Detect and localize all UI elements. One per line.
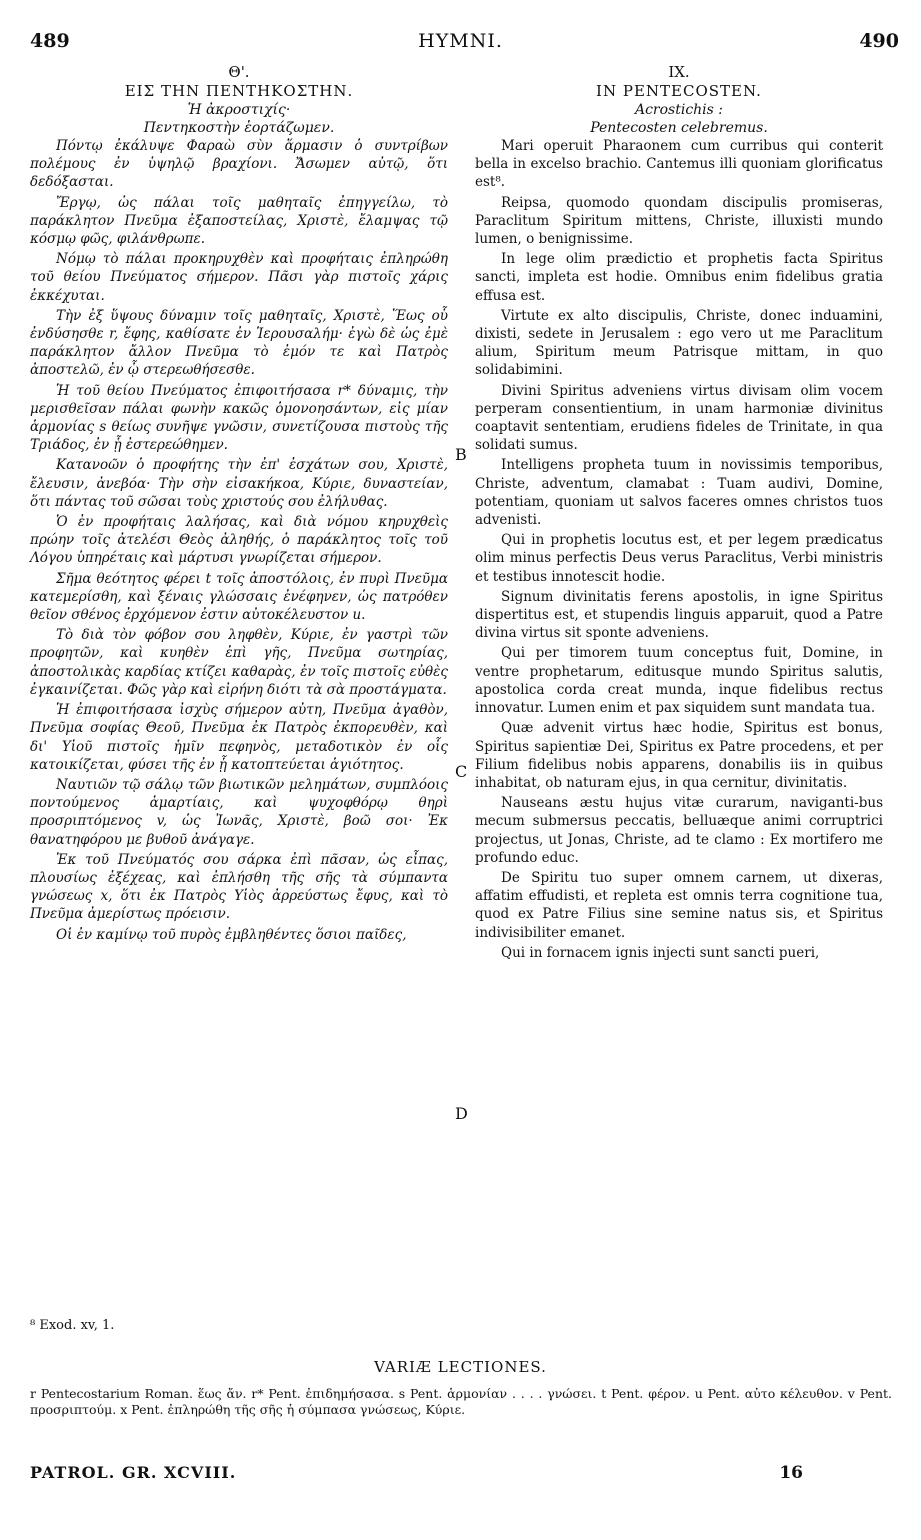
latin-paragraph: Signum divinitatis ferens apostolis, in igne Spiritus dispertitus est, et stupendis linguis apparuit, quod a Patre divina virtus sit sponte adveniens. [475, 588, 883, 642]
page-number-left: 489 [30, 30, 70, 52]
latin-paragraph: Qui per timorem tuum conceptus fuit, Domine, in ventre prophetarum, editusque mundo Spiritus salutis, apostolica corda creat munda, inque fidelibus rectus innovatur. Lumen enim et pax siquidem sunt mandata tua. [475, 645, 883, 717]
latin-paragraph: Mari operuit Pharaonem cum curribus qui conterit bella in excelso brachio. Cantemus illi quoniam glorificatus est⁸. [475, 138, 883, 191]
running-head: ΗΥΜΝΙ. [418, 30, 503, 52]
acrostic-label: Ἡ ἀκροστιχίς· [187, 102, 291, 118]
variae-text: r Pentecostarium Roman. ἕως ἄν. r* Pent. ἐπιδημήσασα. s Pent. ἁρμονίαν . . . . γνώσει. t Pent. φέρον. u Pent. αὐτο κέλευθον. v Pent. προσριπτούμ. x Pent. ἐπληρώθη τῆς σῆς ἡ σύμπασα γνώσεως, Κύριε. [30, 1386, 892, 1417]
greek-paragraph: Σῆμα θεότητος φέρει t τοῖς ἀποστόλοις, ἐν πυρὶ Πνεῦμα κατεμερίσθη, καὶ ξέναις γλώσσαις ἐνέφηνεν, ὡς πατρόθεν θεῖον σθένος ἐρχόμενον ἐστιν αὐτοκέλευστον u. [30, 570, 448, 624]
greek-paragraph: Πόντῳ ἐκάλυψε Φαραὼ σὺν ἅρμασιν ὁ συντρίβων πολέμους ἐν ὑψηλῷ βραχίονι. Ἄσωμεν αὐτῷ, ὅτι δεδόξασται. [30, 138, 448, 191]
variae-heading: VARIÆ LECTIONES. [374, 1358, 547, 1376]
latin-paragraph: Intelligens propheta tuum in novissimis temporibus, Christe, adventum, clamabat : Tuam audivi, Domine, potentiam, quoniam ut salvos faceres omnes christos tuos advenisti. [475, 457, 883, 529]
greek-paragraph: Ναυτιῶν τῷ σάλῳ τῶν βιωτικῶν μελημάτων, συμπλόοις ποντούμενος ἁμαρτίαις, καὶ ψυχοφθόρῳ θηρὶ προσριπτόμενος v, ὡς Ἰωνᾶς, Χριστὲ, βοῶ σοι· Ἐκ θανατηφόρου με βυθοῦ ἀνάγαγε. [30, 776, 448, 848]
greek-paragraph: Τὸ διὰ τὸν φόβον σου ληφθὲν, Κύριε, ἐν γαστρὶ τῶν προφητῶν, καὶ κυηθὲν ἐπὶ γῆς, Πνεῦμα σωτηρίας, ἀποστολικὰς καρδίας κτίζει καθαρὰς, ἐν τοῖς πιστοῖς εὐθὲς ἐγκαινίζεται. Φῶς γὰρ καὶ εἰρήνη διότι τὰ σὰ προστάγματα. [30, 627, 448, 698]
acrostic-text: Πεντηκοστὴν ἑορτάζωμεν. [143, 120, 335, 136]
footnote: ⁸ Exod. xv, 1. [30, 1318, 115, 1333]
greek-paragraph: Κατανοῶν ὁ προφήτης τὴν ἐπ' ἐσχάτων σου, Χριστὲ, ἔλευσιν, ἀνεβόα· Τὴν σὴν εἰσακήκοα, Κύριε, δυναστείαν, ὅτι πάντας τοῦ σῶσαι τοὺς χριστούς σου ἐλήλυθας. [30, 457, 448, 510]
greek-paragraph: Ἔργῳ, ὡς πάλαι τοῖς μαθηταῖς ἐπηγγείλω, τὸ παράκλητον Πνεῦμα ἐξαποστείλας, Χριστὲ, ἔλαμψας τῷ κόσμῳ φῶς, φιλάνθρωπε. [30, 194, 448, 248]
latin-paragraph: Virtute ex alto discipulis, Christe, donec induamini, dixisti, sedete in Jerusalem : ego vero ut me Paraclitum alium, Spiritum meum Patrisque mittam, in quo solidabimini. [475, 307, 883, 379]
acrostic-label: Acrostichis : [634, 102, 724, 118]
greek-column [30, 63, 448, 946]
footer-volume: PATROL. GR. XCVIII. [30, 1463, 237, 1482]
greek-paragraph: Ὁ ἐν προφήταις λαλήσας, καὶ διὰ νόμου κηρυχθεὶς πρώην τοῖς ἀτελέσι Θεὸς ἀληθής, ὁ παράκλητος τοῖς τοῦ Λόγου ὑπηρέταις καὶ μάρτυσι γνωρίζεται σήμερον. [30, 514, 448, 567]
greek-paragraph: Τὴν ἐξ ὕψους δύναμιν τοῖς μαθηταῖς, Χριστὲ, Ἕως οὗ ἐνδύσησθε r, ἔφης, καθίσατε ἐν Ἱερουσαλήμ· ἐγὼ δὲ ὡς ἐμὲ παράκλητον ἄλλον Πνεῦμα τὸ ἐμόν τε καὶ Πατρὸς ἀποστελῶ, ἐν ᾧ στερεωθήσεσθε. [30, 307, 448, 379]
latin-paragraph: De Spiritu tuo super omnem carnem, ut dixeras, affatim effudisti, et repleta est omnis terra cognitione tua, quod ex Patre Filius sine semine natus sis, et Spiritus indivisibiliter emanet. [475, 869, 883, 941]
page-number-right: 490 [859, 30, 899, 52]
margin-letter-b: B [455, 445, 467, 464]
latin-paragraph: Nauseans æstu hujus vitæ curarum, naviganti-bus mecum submersus peccatis, belluæque animi corruptrici projectus, ut Jonas, Christe, ad te clamo : Ex mortifero me profundo educ. [475, 795, 883, 866]
margin-letter-c: C [455, 762, 468, 781]
section-title: ΕΙΣ ΤΗΝ ΠΕΝΤΗΚΟΣΤΗΝ. [124, 82, 354, 100]
latin-paragraph: Divini Spiritus adveniens virtus divisam olim vocem perperam consentientium, in unam harmoniæ divinitus coaptavit sententiam, erudiens fideles de Trinitate, in qua solidati sumus. [475, 382, 883, 454]
acrostic-text: Pentecosten celebremus. [590, 120, 768, 136]
footer-signature: 16 [779, 1463, 803, 1483]
greek-paragraph: Οἱ ἐν καμίνῳ τοῦ πυρὸς ἐμβληθέντες ὅσιοι παῖδες, [56, 926, 407, 943]
greek-paragraph: Ἡ ἐπιφοιτήσασα ἰσχὺς σήμερον αὐτη, Πνεῦμα ἀγαθὸν, Πνεῦμα σοφίας Θεοῦ, Πνεῦμα ἐκ Πατρὸς ἐκπορευθὲν, καὶ δι' Υἱοῦ πιστοῖς ἡμῖν πεφηνὸς, μεταδοτικὸν ἐν οἷς κατοικίζεται, φύσει τῆς ἐν ᾗ κατοπτεύεται ἁγιότητος. [30, 702, 448, 773]
greek-paragraph: Ἡ τοῦ θείου Πνεύματος ἐπιφοιτήσασα r* δύναμις, τὴν μερισθεῖσαν πάλαι φωνὴν κακῶς ὁμονοησάντων, εἰς μίαν ἁρμονίας s θείως συνῆψε γνῶσιν, συνετίζουσα πιστοὺς τῆς Τριάδος, ἐν ᾗ ἐστερεώθημεν. [30, 382, 448, 454]
latin-paragraph: Quæ advenit virtus hæc hodie, Spiritus est bonus, Spiritus sapientiæ Dei, Spiritus ex Patre procedens, et per Filium fidelibus nobis apparens, donabilis iis in quibus inhabitat, ob naturam ejus, in qua cernitur, divinitatis. [475, 720, 883, 791]
latin-column [475, 63, 883, 964]
greek-paragraph: Νόμῳ τὸ πάλαι προκηρυχθὲν καὶ προφήταις ἐπληρώθη τοῦ θείου Πνεύματος σήμερον. Πᾶσι γὰρ πιστοῖς χάρις ἐκκέχυται. [30, 251, 448, 304]
greek-paragraph: Ἐκ τοῦ Πνεύματός σου σάρκα ἐπὶ πᾶσαν, ὡς εἶπας, πλουσίως ἐξέχεας, καὶ ἐπλήσθη τῆς σῆς τὰ σύμπαντα γνώσεως x, ὅτι ἐκ Πατρὸς Υἱὸς ἀρρεύστως ἔφυς, καὶ τὸ Πνεῦμα ἀμερίστως πρόεισιν. [30, 851, 448, 923]
latin-paragraph: Reipsa, quomodo quondam discipulis promiseras, Paraclitum Spiritum mittens, Christe, illuxisti mundo lumen, o benignissime. [475, 194, 883, 248]
section-title: IN PENTECOSTEN. [596, 82, 762, 100]
latin-paragraph: Qui in fornacem ignis injecti sunt sancti pueri, [501, 944, 820, 961]
section-number: IX. [668, 63, 690, 81]
margin-letter-d: D [455, 1104, 468, 1123]
latin-paragraph: Qui in prophetis locutus est, et per legem prædicatus olim minus perfectis Deus verus Paraclitus, Verbi ministris et testibus innotescit hodie. [475, 532, 883, 585]
latin-paragraph: In lege olim prædictio et prophetis facta Spiritus sancti, impleta est hodie. Omnibus enim fidelibus gratia effusa est. [475, 251, 883, 304]
section-number: Θ'. [228, 63, 250, 81]
